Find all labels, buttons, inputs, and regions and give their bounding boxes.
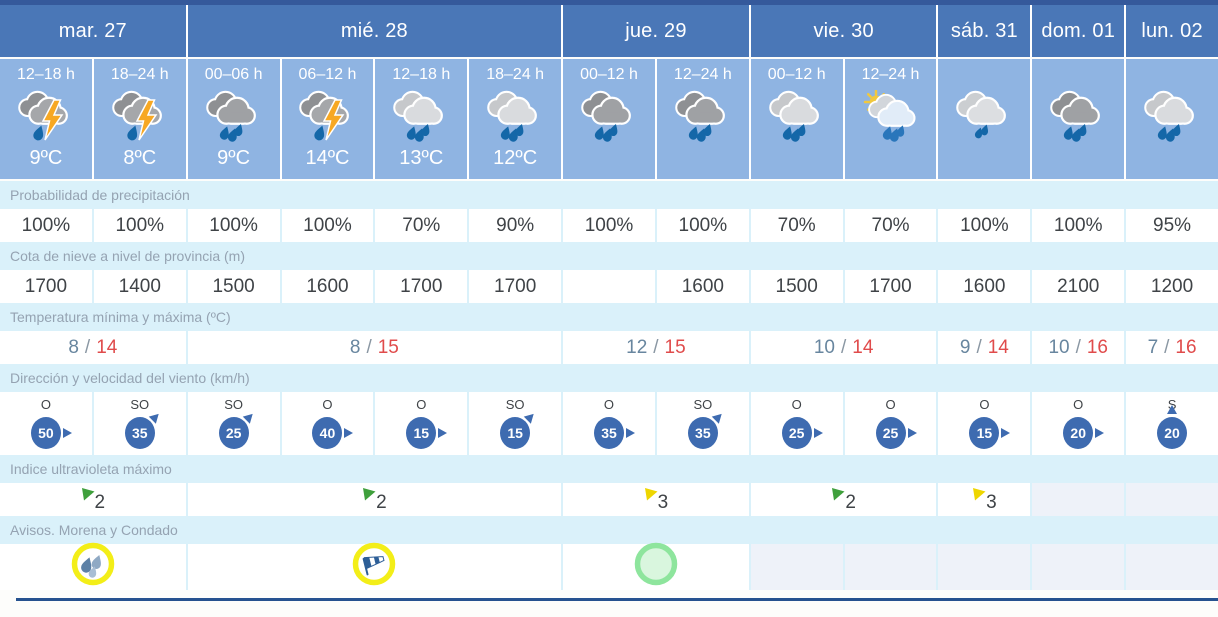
min-temperature: 8	[349, 336, 361, 358]
wind-speed-badge	[312, 417, 342, 449]
snow-level-value-cell	[938, 270, 1030, 303]
uv-flag-green-icon	[831, 486, 846, 501]
wind-direction-arrow	[438, 428, 447, 438]
period-temperature	[845, 147, 937, 177]
wind-direction-label: O	[885, 397, 896, 412]
time-range-label: 12–24 h	[673, 66, 732, 83]
wind-direction-label: SO	[693, 397, 713, 412]
wind-speed-badge	[1157, 417, 1187, 449]
period-temperature: 9ºC	[217, 147, 251, 169]
rain-icon	[188, 87, 280, 147]
wind-speed-badge	[969, 417, 999, 449]
day-header-cell	[751, 5, 937, 57]
light-rain-icon	[1126, 87, 1218, 147]
wind-value-cell	[938, 392, 1030, 455]
wind-speed-badge	[31, 417, 61, 449]
precipitation-value-cell	[845, 209, 937, 242]
precipitation-value: 95%	[1153, 214, 1192, 236]
temperature-separator: /	[366, 336, 372, 358]
precipitation-value: 70%	[777, 214, 816, 236]
wind-speed-badge	[594, 417, 624, 449]
period-temperature: 9ºC	[29, 147, 63, 169]
wind-direction-label: O	[791, 397, 802, 412]
uv-flag-yellow-icon	[972, 486, 987, 501]
day-header-cell	[1126, 5, 1218, 57]
uv-value-cell	[1126, 483, 1218, 516]
wind-direction-label: SO	[505, 397, 525, 412]
snow-level-value: 1400	[118, 275, 161, 297]
warning-cell	[188, 544, 561, 590]
wind-speed-value: 35	[131, 425, 148, 441]
temperature-separator: /	[1164, 336, 1170, 358]
wind-speed-badge	[125, 417, 155, 449]
forecast-period-cell	[657, 59, 749, 179]
temperature-separator: /	[84, 336, 91, 358]
snow-level-value: 2100	[1057, 275, 1100, 297]
warning-cell	[0, 544, 186, 590]
uv-value-cell	[563, 483, 749, 516]
uv-value-cell	[0, 483, 186, 516]
precipitation-value: 100%	[209, 214, 258, 236]
precipitation-value: 100%	[115, 214, 165, 236]
section-label-temperature: Temperatura mínima y máxima (ºC)	[0, 303, 1218, 331]
light-rain-icon	[469, 87, 561, 147]
max-temperature: 16	[1086, 336, 1108, 358]
temperature-separator: /	[840, 336, 847, 358]
precipitation-value: 90%	[496, 214, 535, 236]
wind-direction-arrow	[1167, 405, 1177, 414]
temperature-separator: /	[653, 336, 659, 358]
snow-level-value-cell	[1032, 270, 1124, 303]
rain-icon	[1032, 87, 1124, 147]
wind-warning-icon	[351, 541, 397, 593]
time-range-label	[938, 59, 1030, 87]
warning-cell	[1126, 544, 1218, 590]
day-header-cell	[188, 5, 561, 57]
wind-speed-badge	[688, 417, 718, 449]
wind-direction-arrow	[149, 410, 162, 423]
wind-value-cell	[0, 392, 92, 455]
time-range-label: 18–24 h	[486, 66, 545, 83]
uv-value-cell	[938, 483, 1030, 516]
wind-speed-value: 25	[225, 425, 242, 441]
precipitation-value-cell	[375, 209, 467, 242]
snow-level-value-cell	[375, 270, 467, 303]
wind-speed-value: 35	[695, 425, 711, 441]
wind-values-row	[0, 392, 1218, 455]
period-temperature: 14ºC	[305, 147, 350, 169]
wind-speed-value: 40	[319, 425, 336, 441]
wind-value-cell	[751, 392, 843, 455]
uv-value-cell	[751, 483, 937, 516]
wind-value-cell	[563, 392, 655, 455]
day-label: jue. 29	[625, 19, 687, 42]
wind-speed-value: 25	[788, 425, 805, 441]
rain-icon	[563, 87, 655, 147]
min-temperature: 9	[959, 336, 971, 358]
forecast-period-cell	[188, 59, 280, 179]
snow-level-value: 1200	[1150, 275, 1194, 297]
snow-level-value-cell	[751, 270, 843, 303]
precipitation-value: 100%	[1053, 214, 1103, 236]
precipitation-value: 100%	[678, 214, 728, 236]
wind-direction-arrow	[524, 410, 537, 423]
uv-value: 2	[94, 491, 106, 513]
snow-level-value: 1600	[681, 275, 724, 297]
precipitation-value-cell	[94, 209, 186, 242]
snow-level-value-cell	[469, 270, 561, 303]
day-label: dom. 01	[1041, 19, 1116, 42]
wind-value-cell	[94, 392, 186, 455]
precipitation-value-cell	[0, 209, 92, 242]
wind-value-cell	[1126, 392, 1218, 455]
period-temperature	[1126, 147, 1218, 177]
wind-direction-arrow	[814, 428, 823, 438]
snow-level-value: 1500	[212, 275, 255, 297]
wind-direction-label: SO	[130, 397, 150, 412]
snow-level-value: 1600	[963, 275, 1006, 297]
snow-level-value: 1700	[400, 275, 443, 297]
period-temperature	[563, 147, 655, 177]
period-temperature	[1032, 147, 1124, 177]
precipitation-value: 100%	[303, 214, 352, 236]
uv-value-cell	[1032, 483, 1124, 516]
sun-shower-icon	[845, 87, 937, 147]
forecast-period-cell	[751, 59, 843, 179]
wind-value-cell	[469, 392, 561, 455]
snow-level-value: 1500	[775, 275, 818, 297]
time-range-label: 12–24 h	[861, 66, 920, 83]
wind-direction-label: O	[603, 397, 615, 412]
precipitation-value-cell	[188, 209, 280, 242]
temperature-values-row	[0, 331, 1218, 364]
wind-direction-label: O	[40, 397, 51, 412]
light-rain-icon	[751, 87, 843, 147]
wind-value-cell	[375, 392, 467, 455]
wind-direction-arrow	[1001, 428, 1010, 438]
day-label: lun. 02	[1141, 19, 1203, 42]
forecast-period-cell	[938, 59, 1030, 179]
snow-level-value-cell	[657, 270, 749, 303]
wind-speed-badge	[219, 417, 249, 449]
warning-cell	[751, 544, 843, 590]
precipitation-value-cell	[563, 209, 655, 242]
temperature-separator: /	[976, 336, 982, 358]
wind-direction-arrow	[344, 428, 353, 438]
wind-speed-badge	[500, 417, 530, 449]
precipitation-value-cell	[751, 209, 843, 242]
wind-direction-arrow	[908, 428, 917, 438]
section-label-precipitation: Probabilidad de precipitación	[0, 181, 1218, 209]
precipitation-value-cell	[657, 209, 749, 242]
wind-speed-value: 20	[1164, 425, 1180, 441]
uv-value-cell	[188, 483, 561, 516]
warning-cell	[1032, 544, 1124, 590]
time-range-label: 12–18 h	[392, 66, 451, 83]
min-temperature: 8	[68, 336, 79, 358]
wind-direction-label: O	[416, 397, 427, 412]
wind-speed-value: 15	[413, 425, 430, 441]
uv-value: 3	[657, 491, 669, 513]
section-label-uv: Indice ultravioleta máximo	[0, 455, 1218, 483]
snow-level-value-cell	[0, 270, 92, 303]
snow-level-value-cell	[845, 270, 937, 303]
wind-speed-badge	[876, 417, 906, 449]
forecast-period-cell	[94, 59, 186, 179]
time-range-label	[1032, 59, 1124, 87]
precipitation-value: 100%	[960, 214, 1009, 236]
day-label: sáb. 31	[950, 19, 1018, 42]
wind-value-cell	[1032, 392, 1124, 455]
uv-flag-yellow-icon	[644, 486, 659, 501]
wind-speed-value: 15	[507, 425, 523, 441]
snow-level-value: 1600	[306, 275, 349, 297]
horizontal-scrollbar[interactable]	[16, 598, 1218, 601]
period-temperature	[657, 147, 749, 177]
precipitation-value: 100%	[21, 214, 71, 236]
storm-icon	[282, 87, 374, 147]
temperature-separator: /	[1075, 336, 1081, 358]
max-temperature: 14	[96, 336, 118, 358]
snow-level-value: 1700	[24, 275, 68, 297]
wind-speed-value: 15	[976, 425, 993, 441]
wind-direction-arrow	[1095, 428, 1104, 438]
day-header-row	[0, 5, 1218, 57]
wind-direction-label: O	[322, 397, 333, 412]
max-temperature: 15	[377, 336, 399, 358]
day-label: mar. 27	[58, 19, 127, 42]
time-range-label: 00–06 h	[204, 66, 263, 83]
wind-speed-badge	[406, 417, 436, 449]
uv-value: 2	[376, 491, 387, 513]
min-temperature: 10	[1048, 336, 1070, 358]
uv-value: 3	[986, 491, 997, 513]
temperature-value-cell	[938, 331, 1030, 364]
precipitation-value-cell	[1126, 209, 1218, 242]
time-range-label: 00–12 h	[767, 66, 826, 83]
forecast-period-cell	[563, 59, 655, 179]
time-range-label: 12–18 h	[17, 66, 75, 83]
snow-level-value: 1700	[869, 275, 912, 297]
precipitation-value: 100%	[584, 214, 634, 236]
warning-cell	[563, 544, 749, 590]
max-temperature: 14	[852, 336, 874, 358]
rain-warning-icon	[70, 541, 116, 593]
light-rain-icon	[375, 87, 467, 147]
forecast-period-cell	[469, 59, 561, 179]
min-temperature: 7	[1147, 336, 1159, 358]
forecast-period-cell	[0, 59, 92, 179]
wind-value-cell	[188, 392, 280, 455]
wind-speed-value: 20	[1070, 425, 1086, 441]
time-range-label: 18–24 h	[110, 66, 169, 83]
max-temperature: 15	[664, 336, 686, 358]
precipitation-value-cell	[938, 209, 1030, 242]
temperature-value-cell	[1126, 331, 1218, 364]
max-temperature: 14	[987, 336, 1009, 358]
wind-direction-arrow	[63, 428, 72, 438]
wind-direction-label: S	[1167, 397, 1177, 412]
rain-icon	[657, 87, 749, 147]
uv-values-row	[0, 483, 1218, 516]
wind-direction-label: O	[979, 397, 990, 412]
precipitation-value: 70%	[871, 214, 910, 236]
snow-level-value: 1700	[494, 275, 537, 297]
uv-value: 2	[845, 491, 856, 513]
temperature-value-cell	[563, 331, 749, 364]
wind-speed-badge	[782, 417, 812, 449]
temperature-value-cell	[751, 331, 937, 364]
wind-direction-arrow	[242, 410, 255, 423]
temperature-value-cell	[0, 331, 186, 364]
precipitation-value-cell	[1032, 209, 1124, 242]
forecast-period-cell	[1032, 59, 1124, 179]
day-header-cell	[563, 5, 749, 57]
day-header-cell	[1032, 5, 1124, 57]
forecast-period-cell	[282, 59, 374, 179]
forecast-period-row	[0, 59, 1218, 179]
period-temperature: 8ºC	[123, 147, 157, 169]
snow-level-value-cell	[282, 270, 374, 303]
snow-level-value-cell	[94, 270, 186, 303]
snow-level-value-cell	[188, 270, 280, 303]
wind-direction-arrow	[712, 410, 725, 423]
temperature-value-cell	[188, 331, 561, 364]
wind-speed-value: 50	[38, 425, 54, 441]
snow-level-value-cell	[563, 270, 655, 303]
wind-direction-label: O	[1073, 397, 1084, 412]
warnings-values-row	[0, 544, 1218, 590]
forecast-period-cell	[375, 59, 467, 179]
wind-speed-badge	[1063, 417, 1093, 449]
min-temperature: 12	[626, 336, 648, 358]
max-temperature: 16	[1175, 336, 1197, 358]
warning-cell	[938, 544, 1030, 590]
snow-level-value-cell	[1126, 270, 1218, 303]
wind-speed-value: 35	[601, 425, 617, 441]
precipitation-value-cell	[282, 209, 374, 242]
warning-cell	[845, 544, 937, 590]
time-range-label: 00–12 h	[580, 66, 638, 83]
wind-value-cell	[657, 392, 749, 455]
uv-flag-green-icon	[362, 486, 377, 501]
section-label-warnings: Avisos. Morena y Condado	[0, 516, 1218, 544]
storm-icon	[0, 87, 92, 147]
period-temperature	[751, 147, 843, 177]
wind-direction-label: SO	[224, 397, 243, 412]
period-temperature	[938, 147, 1030, 177]
precipitation-value-cell	[469, 209, 561, 242]
green-status-icon	[633, 541, 679, 593]
wind-direction-arrow	[626, 428, 635, 438]
forecast-period-cell	[1126, 59, 1218, 179]
drizzle-icon	[938, 87, 1030, 147]
wind-value-cell	[282, 392, 374, 455]
period-temperature: 13ºC	[399, 147, 444, 169]
min-temperature: 10	[813, 336, 835, 358]
day-header-cell	[938, 5, 1030, 57]
snow-level-values-row	[0, 270, 1218, 303]
storm-icon	[94, 87, 186, 147]
precipitation-value: 70%	[402, 214, 441, 236]
day-header-cell	[0, 5, 186, 57]
section-label-wind: Dirección y velocidad del viento (km/h)	[0, 364, 1218, 392]
period-temperature: 12ºC	[493, 147, 538, 169]
time-range-label: 06–12 h	[298, 66, 357, 83]
time-range-label	[1126, 59, 1218, 87]
temperature-value-cell	[1032, 331, 1124, 364]
uv-flag-green-icon	[81, 486, 96, 501]
section-label-snow-level: Cota de nieve a nivel de provincia (m)	[0, 242, 1218, 270]
day-label: mié. 28	[340, 19, 408, 42]
precipitation-values-row	[0, 209, 1218, 242]
wind-value-cell	[845, 392, 937, 455]
wind-speed-value: 25	[882, 425, 899, 441]
forecast-period-cell	[845, 59, 937, 179]
day-label: vie. 30	[813, 19, 874, 42]
